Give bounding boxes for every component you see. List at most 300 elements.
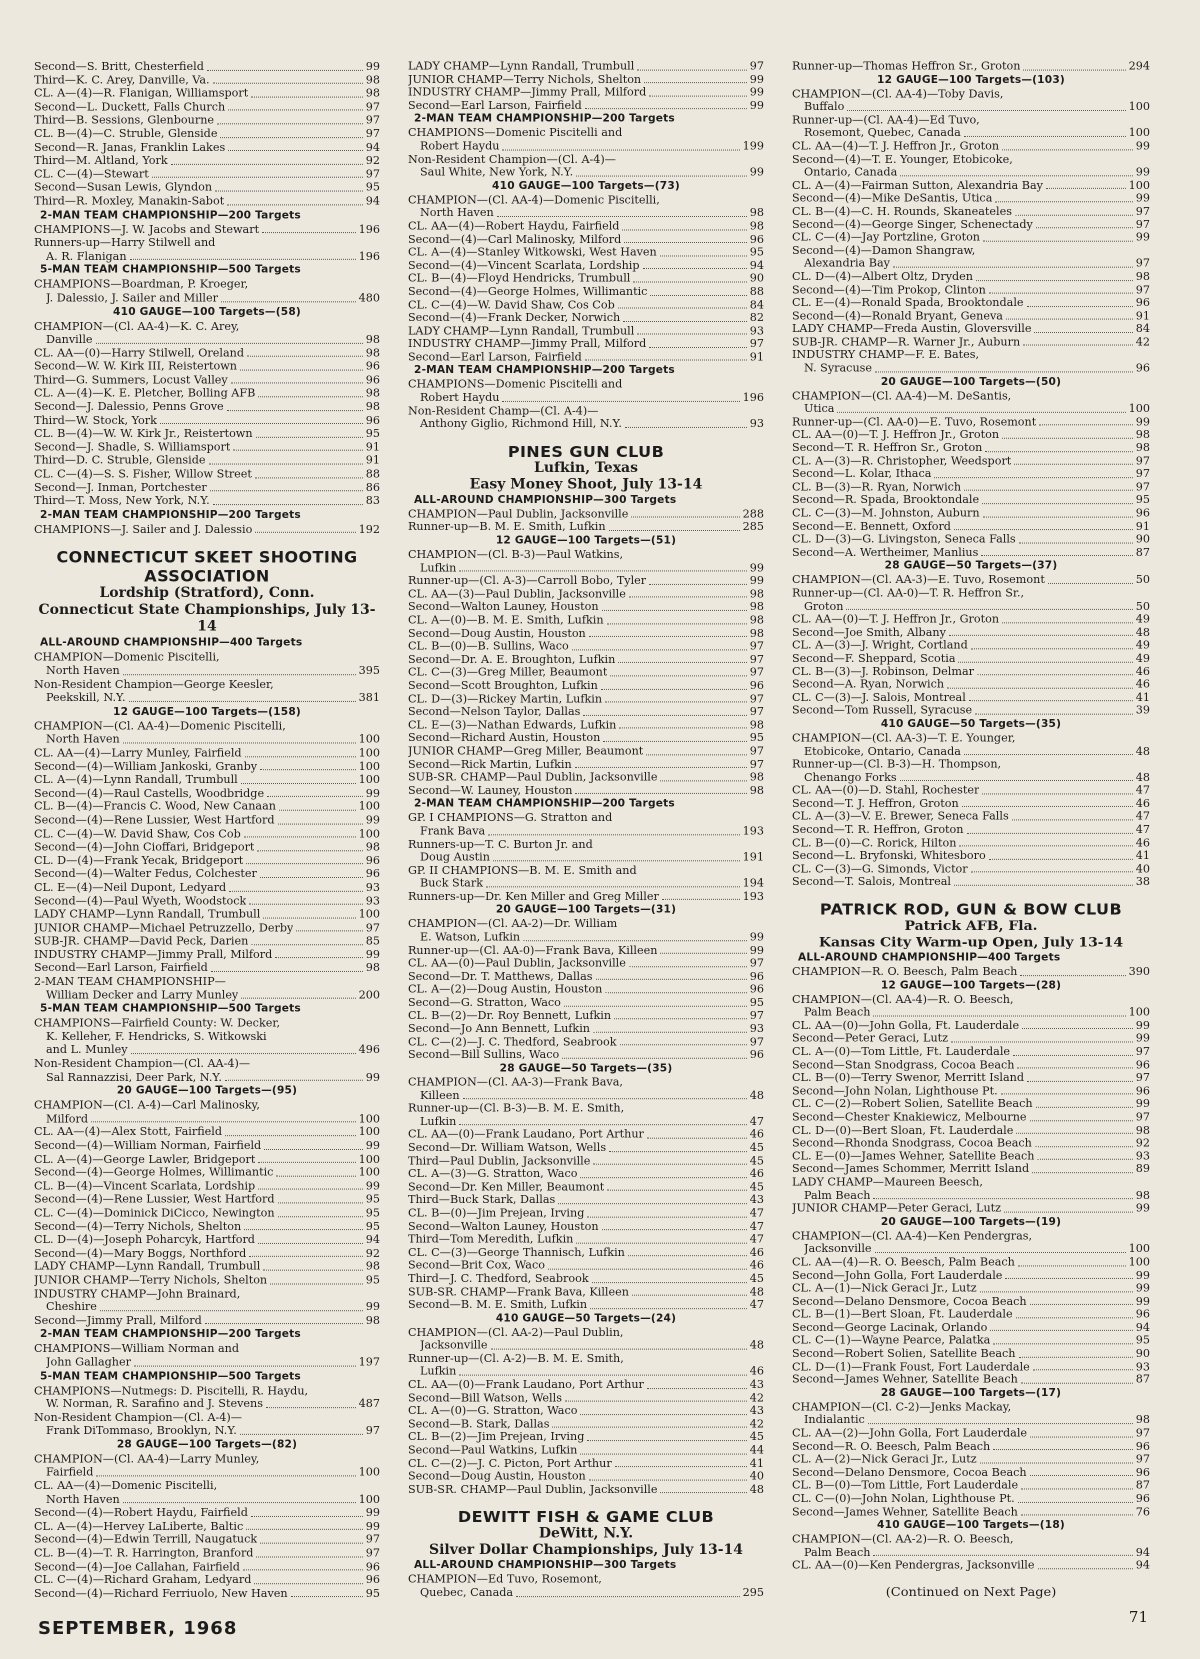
dot-leader	[644, 82, 747, 83]
result-entrant: Buffalo	[804, 100, 845, 114]
result-score: 196	[358, 222, 380, 236]
result-line	[792, 1360, 1150, 1373]
result-score: 97	[365, 167, 380, 181]
dot-leader	[624, 242, 746, 243]
result-line	[792, 179, 1150, 192]
result-entrant: Cheshire	[46, 1300, 97, 1314]
result-line	[34, 827, 380, 840]
result-line	[34, 1260, 380, 1273]
result-line	[34, 1070, 380, 1083]
result-line	[408, 1457, 764, 1470]
result-score: 97	[749, 744, 764, 758]
result-line	[792, 1492, 1150, 1505]
result-line	[792, 257, 1150, 270]
result-entrant: Second—John Nolan, Lighthouse Pt.	[792, 1084, 998, 1098]
result-line	[408, 508, 764, 521]
result-score: 98	[365, 1313, 380, 1327]
result-entrant: Lufkin	[420, 1115, 457, 1128]
result-entrant: LADY CHAMP—Lynn Randall, Trumbull	[408, 60, 635, 73]
result-score: 43	[749, 1378, 764, 1392]
dot-leader	[580, 1414, 746, 1415]
result-score: 97	[749, 757, 764, 771]
result-score: 100	[1128, 126, 1150, 140]
dot-leader	[240, 369, 363, 370]
dot-leader	[1030, 1475, 1133, 1476]
result-entrant: Second—J. Shadle, S. Williamsport	[34, 440, 231, 454]
result-entrant: CL. A—(4)—R. Flanigan, Williamsport	[34, 86, 249, 100]
result-entrant: E. Watson, Lufkin	[420, 930, 521, 944]
result-score: 99	[365, 786, 380, 800]
result-entrant: Second—F. Sheppard, Scotia	[792, 652, 956, 665]
result-score: 98	[365, 1260, 380, 1273]
result-entrant: CL. AA—(2)—John Golla, Fort Lauderdale	[792, 1426, 1028, 1440]
result-text-line: Runner-up—(Cl. A-2)—B. M. E. Smith,	[408, 1352, 624, 1365]
result-entrant: CL. C—(4)—Jay Portzline, Groton	[792, 231, 981, 244]
club-location: Lordship (Stratford), Conn.	[99, 585, 315, 602]
dot-leader	[985, 451, 1132, 452]
result-line	[34, 787, 380, 800]
result-line	[792, 481, 1150, 494]
result-entrant: Second—James Wehner, Satellite Beach	[792, 1373, 1018, 1386]
dot-leader	[1017, 1068, 1132, 1069]
event-heading: 2-MAN TEAM CHAMPIONSHIP—200 Targets	[40, 1328, 301, 1341]
result-entrant: Second—Brit Cox, Waco	[408, 1259, 545, 1272]
result-score: 93	[1135, 1360, 1150, 1373]
result-score: 95	[749, 245, 764, 259]
result-score: 99	[365, 1519, 380, 1533]
result-line	[34, 87, 380, 100]
event-heading: 28 GAUGE—50 Targets—(35)	[499, 1062, 673, 1075]
result-entrant: Rosemont, Quebec, Canada	[804, 126, 961, 140]
result-score: 99	[749, 166, 764, 179]
result-score: 46	[1135, 797, 1150, 810]
result-score: 100	[1128, 1006, 1150, 1019]
dot-leader	[123, 674, 356, 675]
result-score: 42	[749, 1391, 764, 1405]
result-line	[792, 1085, 1150, 1098]
dot-leader	[244, 837, 356, 838]
result-entrant: Second—T. R. Heffron Sr., Groton	[792, 441, 983, 455]
dot-leader	[633, 281, 746, 282]
dot-leader	[258, 1189, 363, 1190]
club-location: Lufkin, Texas	[533, 460, 638, 476]
dot-leader	[660, 780, 746, 781]
result-line	[34, 908, 380, 921]
shoot-title: Kansas City Warm-up Open, July 13-14	[818, 934, 1124, 951]
result-score: 285	[742, 520, 764, 534]
event-heading: 28 GAUGE—50 Targets—(37)	[884, 560, 1058, 572]
result-score: 91	[749, 350, 764, 364]
dot-leader	[1039, 425, 1133, 426]
result-entrant: CHAMPION—Paul Dublin, Jacksonville	[408, 507, 629, 521]
result-line	[408, 391, 764, 404]
result-entrant: CL. A—(4)—Hervey LaLiberte, Baltic	[34, 1519, 244, 1533]
result-entrant: CL. C—(4)—S. S. Fisher, Willow Street	[34, 467, 252, 481]
result-score: 395	[358, 664, 380, 678]
result-entrant: Second—S. Britt, Chesterfield	[34, 60, 204, 73]
dot-leader	[602, 610, 747, 611]
event-heading: 5-MAN TEAM CHAMPIONSHIP—500 Targets	[40, 1370, 301, 1382]
dot-leader	[990, 1330, 1132, 1331]
result-score: 41	[1135, 691, 1150, 704]
result-entrant: CL. AA—(0)—T. J. Heffron Jr., Groton	[792, 612, 1000, 626]
result-line	[34, 1300, 380, 1313]
dot-leader	[625, 427, 747, 428]
result-score: 40	[749, 1470, 764, 1483]
result-line	[34, 867, 380, 880]
result-score: 94	[749, 259, 764, 272]
result-entrant: Second—(4)—George Holmes, Willimantic	[408, 285, 648, 298]
result-entrant: Palm Beach	[804, 1006, 871, 1019]
result-score: 96	[365, 1560, 380, 1573]
result-text-line: CHAMPION—(Cl. AA-4)—K. C. Arey,	[34, 319, 240, 333]
result-line	[792, 876, 1150, 889]
dot-leader	[217, 123, 363, 124]
result-line	[408, 1339, 764, 1352]
result-line	[34, 1139, 380, 1152]
result-score: 100	[358, 1112, 380, 1126]
dot-leader	[491, 1349, 747, 1350]
result-score: 100	[1128, 402, 1150, 415]
result-line	[408, 311, 764, 324]
result-entrant: Jacksonville	[420, 1339, 488, 1352]
dot-leader	[552, 1427, 746, 1428]
dot-leader	[256, 1556, 362, 1557]
result-entrant: Second—T. Salois, Montreal	[792, 875, 951, 889]
result-line	[792, 1189, 1150, 1202]
result-score: 88	[365, 467, 380, 481]
result-line	[408, 666, 764, 679]
dot-leader	[949, 635, 1133, 636]
result-entrant: CL. A—(4)—Lynn Randall, Trumbull	[34, 773, 238, 787]
dot-leader	[643, 268, 747, 269]
result-score: 45	[749, 1141, 764, 1155]
result-line	[408, 745, 764, 758]
result-entrant: Third—T. Moss, New York, N.Y.	[34, 494, 210, 508]
result-score: 95	[365, 1273, 380, 1287]
column-right	[792, 60, 1150, 1600]
result-entrant: Second—(4)—Edwin Terrill, Naugatuck	[34, 1533, 258, 1547]
result-entrant: Second—(4)—Paul Wyeth, Woodstock	[34, 894, 247, 908]
dot-leader	[975, 714, 1133, 715]
result-text-line: CHAMPION—(Cl. AA-4)—Larry Munley,	[34, 1452, 260, 1466]
result-score: 97	[1135, 454, 1150, 468]
result-entrant: Danville	[46, 333, 93, 346]
result-entrant: Second—B. M. E. Smith, Lufkin	[408, 1298, 588, 1312]
result-line	[792, 402, 1150, 415]
event-heading: 12 GAUGE—100 Targets—(103)	[877, 74, 1065, 86]
result-score: 41	[749, 1457, 764, 1470]
dot-leader	[631, 517, 739, 518]
result-entrant: North Haven	[46, 664, 120, 678]
result-entrant: CL. AA—(0)—John Golla, Ft. Lauderdale	[792, 1019, 1020, 1032]
result-score: 381	[358, 691, 380, 705]
result-text-line: GP. II CHAMPIONS—B. M. E. Smith and	[408, 863, 637, 877]
dot-leader	[96, 1475, 355, 1476]
dot-leader	[662, 899, 740, 900]
result-entrant: Indialantic	[804, 1413, 865, 1427]
result-entrant: Second—(4)—Raul Castells, Woodbridge	[34, 786, 265, 800]
result-line	[792, 691, 1150, 704]
dot-leader	[993, 1449, 1133, 1450]
result-text-line: CHAMPION—(Cl. AA-2)—Dr. William	[408, 917, 618, 931]
result-score: 99	[1135, 139, 1150, 153]
dot-leader	[575, 767, 747, 768]
event-heading: 12 GAUGE—100 Targets—(28)	[880, 979, 1062, 992]
result-score: 92	[365, 1246, 380, 1260]
result-entrant: Second—James Schommer, Merritt Island	[792, 1162, 1030, 1176]
result-line	[34, 387, 380, 400]
result-entrant: CL. E—(4)—Ronald Spada, Brooktondale	[792, 296, 1024, 310]
dot-leader	[637, 69, 746, 70]
result-score: 96	[365, 413, 380, 427]
dot-leader	[589, 636, 747, 637]
result-line	[408, 877, 764, 890]
result-line	[408, 970, 764, 983]
result-score: 192	[358, 522, 380, 536]
dot-leader	[459, 1375, 746, 1376]
dot-leader	[964, 490, 1133, 491]
result-score: 93	[749, 1022, 764, 1035]
result-line	[34, 1044, 380, 1057]
result-score: 48	[749, 1339, 764, 1352]
dot-leader	[255, 532, 355, 533]
dot-leader	[1021, 1383, 1133, 1384]
dot-leader	[502, 149, 739, 150]
result-score: 44	[749, 1444, 764, 1457]
result-score: 48	[749, 1483, 764, 1496]
dot-leader	[576, 175, 747, 176]
result-entrant: CL. A—(0)—B. M. E. Smith, Lufkin	[408, 613, 604, 627]
result-score: 93	[1135, 1149, 1150, 1163]
dot-leader	[590, 1308, 747, 1309]
result-entrant: CL. AA—(0)—Paul Dublin, Jacksonville	[408, 956, 626, 970]
dot-leader	[1023, 69, 1125, 70]
dot-leader	[220, 137, 362, 138]
dot-leader	[1027, 306, 1133, 307]
event-heading: 20 GAUGE—100 Targets—(19)	[880, 1216, 1062, 1228]
result-entrant: CL. A—(3)—J. Wright, Cortland	[792, 639, 968, 652]
dot-leader	[493, 860, 740, 861]
result-score: 95	[365, 1219, 380, 1233]
result-line	[34, 733, 380, 746]
dot-leader	[623, 321, 747, 322]
result-entrant: JUNIOR CHAMP—Terry Nichols, Shelton	[408, 73, 642, 86]
result-entrant: CL. A—(4)—George Lawler, Bridgeport	[34, 1152, 256, 1166]
dot-leader	[1006, 319, 1133, 320]
dot-leader	[486, 886, 740, 887]
result-score: 95	[1135, 493, 1150, 507]
event-heading: ALL-AROUND CHAMPIONSHIP—300 Targets	[414, 1559, 677, 1572]
dot-leader	[649, 584, 747, 585]
result-line	[408, 1246, 764, 1259]
result-score: 99	[749, 561, 764, 574]
result-text-line: Non-Resident Champion—(Cl. A-4)—	[34, 1410, 242, 1424]
result-entrant: INDUSTRY CHAMP—Jimmy Prall, Milford	[408, 337, 647, 351]
result-line	[792, 784, 1150, 797]
result-line	[34, 100, 380, 113]
dot-leader	[982, 793, 1132, 794]
result-text-line: CHAMPION—(Cl. AA-2)—Paul Dublin,	[408, 1326, 624, 1339]
result-score: 85	[365, 934, 380, 948]
result-line	[408, 575, 764, 588]
result-entrant: Groton	[804, 599, 844, 613]
result-entrant: Third—D. C. Struble, Glenside	[34, 454, 206, 467]
result-score: 95	[365, 181, 380, 194]
result-score: 96	[365, 359, 380, 373]
result-line	[408, 1168, 764, 1181]
dot-leader	[607, 1190, 746, 1191]
result-score: 99	[365, 60, 380, 73]
result-score: 99	[365, 948, 380, 961]
result-entrant: CL. D—(4)—Albert Oltz, Dryden	[792, 270, 974, 283]
result-score: 48	[749, 1089, 764, 1102]
result-score: 99	[749, 73, 764, 86]
dot-leader	[575, 793, 746, 794]
result-entrant: Third—R. Moxley, Manakin-Sabot	[34, 194, 225, 208]
result-line	[408, 1418, 764, 1431]
result-score: 100	[358, 1152, 380, 1166]
result-entrant: Second—(4)—Richard Ferriuolo, New Haven	[34, 1586, 288, 1600]
result-line	[408, 86, 764, 99]
result-score: 91	[365, 454, 380, 467]
result-text-line: INDUSTRY CHAMP—F. E. Bates,	[792, 348, 980, 362]
result-entrant: Second—Paul Watkins, Lufkin	[408, 1444, 578, 1457]
result-line	[792, 192, 1150, 205]
dot-leader	[873, 1015, 1125, 1016]
result-entrant: LADY CHAMP—Lynn Randall, Trumbull	[34, 907, 261, 921]
result-score: 99	[365, 1139, 380, 1152]
result-entrant: N. Syracuse	[804, 361, 873, 375]
result-line	[792, 1243, 1150, 1256]
result-line	[408, 325, 764, 338]
dot-leader	[160, 423, 363, 424]
result-entrant: Quebec, Canada	[420, 1586, 514, 1600]
result-line	[792, 1559, 1150, 1572]
result-score: 100	[358, 1465, 380, 1479]
result-score: 76	[1135, 1505, 1150, 1518]
dot-leader	[245, 756, 356, 757]
shoot-title: Silver Dollar Championships, July 13-14	[428, 1542, 743, 1559]
result-line	[792, 416, 1150, 429]
result-line	[34, 1547, 380, 1560]
result-score: 46	[1135, 665, 1150, 678]
dot-leader	[951, 1041, 1133, 1042]
result-entrant: Second—(4)—George Singer, Schenectady	[792, 218, 1033, 231]
event-heading: 20 GAUGE—100 Targets—(31)	[495, 904, 677, 916]
result-line	[408, 1365, 764, 1378]
result-entrant: CL. AA—(0)—Frank Laudano, Port Arthur	[408, 1378, 644, 1392]
result-line	[792, 613, 1150, 626]
dot-leader	[995, 201, 1132, 202]
result-entrant: Second—Peter Geraci, Lutz	[792, 1032, 949, 1045]
result-line	[408, 957, 764, 970]
result-entrant: Second—A. Ryan, Norwich	[792, 678, 945, 691]
result-line	[792, 1414, 1150, 1427]
dot-leader	[587, 1216, 746, 1217]
result-entrant: Second—R. Spada, Brooktondale	[792, 493, 980, 507]
result-entrant: CL. AA—(4)—Alex Stott, Fairfield	[34, 1125, 223, 1139]
result-text-line: CHAMPION—(Cl. AA-2)—R. O. Beesch,	[792, 1532, 1014, 1546]
result-score: 98	[1135, 428, 1150, 442]
result-entrant: Second—Nelson Taylor, Dallas	[408, 705, 581, 718]
event-heading: 20 GAUGE—100 Targets—(95)	[116, 1084, 298, 1097]
result-line	[408, 1128, 764, 1141]
result-text-line: CHAMPION—(Cl. AA-4)—Toby Davis,	[792, 87, 1004, 100]
dot-leader	[1034, 332, 1132, 333]
result-score: 96	[1135, 1308, 1150, 1321]
result-score: 99	[749, 86, 764, 99]
result-score: 95	[365, 427, 380, 441]
result-score: 96	[365, 867, 380, 881]
result-score: 45	[749, 1180, 764, 1194]
result-entrant: CL. A—(1)—Nick Geraci Jr., Lutz	[792, 1281, 977, 1295]
result-score: 95	[749, 996, 764, 1009]
result-line	[408, 931, 764, 944]
result-line	[408, 99, 764, 112]
result-entrant: CL. C—(4)—Dominick DiCicco, Newington	[34, 1206, 275, 1220]
result-score: 193	[742, 824, 764, 838]
dot-leader	[240, 1434, 363, 1435]
result-text-line: CHAMPION—(Cl. AA-3)—T. E. Younger,	[792, 731, 1016, 745]
dot-leader	[982, 503, 1133, 504]
dot-leader	[270, 1283, 363, 1284]
result-entrant: Killeen	[420, 1089, 460, 1102]
result-entrant: CHAMPION—R. O. Beesch, Palm Beach	[792, 965, 1018, 979]
result-entrant: Runner-up—(Cl. A-3)—Carroll Bobo, Tyler	[408, 574, 647, 588]
result-line	[408, 1379, 764, 1392]
result-entrant: CL. A—(0)—Tom Little, Ft. Lauderdale	[792, 1045, 1011, 1058]
result-entrant: Second—Jo Ann Bennett, Lufkin	[408, 1022, 590, 1035]
result-line	[792, 1111, 1150, 1124]
result-entrant: Second—J. Inman, Portchester	[34, 480, 207, 494]
result-entrant: CL. B—(4)—W. W. Kirk Jr., Reistertown	[34, 427, 253, 441]
dot-leader	[91, 1122, 356, 1123]
result-entrant: Second—(4)—William Jankoski, Granby	[34, 759, 258, 773]
result-score: 95	[749, 731, 764, 745]
result-line	[34, 664, 380, 677]
dot-leader	[583, 715, 746, 716]
result-score: 96	[749, 969, 764, 983]
result-entrant: Second—Dr. Ken Miller, Beaumont	[408, 1180, 605, 1194]
result-score: 84	[749, 298, 764, 311]
result-line	[34, 1587, 380, 1600]
result-score: 43	[749, 1193, 764, 1207]
dot-leader	[1022, 1028, 1133, 1029]
result-line	[408, 166, 764, 179]
result-entrant: Second—L. Bryfonski, Whitesboro	[792, 849, 986, 862]
result-entrant: Second—Dr. T. Matthews, Dallas	[408, 969, 593, 983]
result-text-line: Non-Resident Champ—(Cl. A-4)—	[408, 404, 599, 417]
result-entrant: CHAMPION—(Cl. AA-3)—E. Tuvo, Rosemont	[792, 573, 1045, 587]
result-text-line: GP. I CHAMPIONS—G. Stratton and	[408, 811, 613, 825]
result-entrant: Third—G. Summers, Locust Valley	[34, 373, 228, 387]
result-text-line: CHAMPIONS—Domenic Piscitelli and	[408, 126, 623, 140]
dot-leader	[260, 1543, 363, 1544]
event-heading: 2-MAN TEAM CHAMPIONSHIP—200 Targets	[414, 364, 675, 377]
result-score: 46	[749, 1167, 764, 1181]
result-score: 41	[1135, 849, 1150, 862]
result-entrant: Second—(4)—John Cioffari, Bridgeport	[34, 840, 255, 854]
result-line	[792, 520, 1150, 533]
result-entrant: JUNIOR CHAMP—Michael Petruzzello, Derby	[34, 921, 294, 935]
result-line	[792, 1098, 1150, 1111]
result-line	[792, 966, 1150, 979]
result-line	[792, 1373, 1150, 1386]
result-entrant: CL. A—(0)—G. Stratton, Waco	[408, 1404, 578, 1418]
result-entrant: Second—(4)—Rene Lussier, West Hartford	[34, 1192, 275, 1206]
dot-leader	[249, 904, 362, 905]
